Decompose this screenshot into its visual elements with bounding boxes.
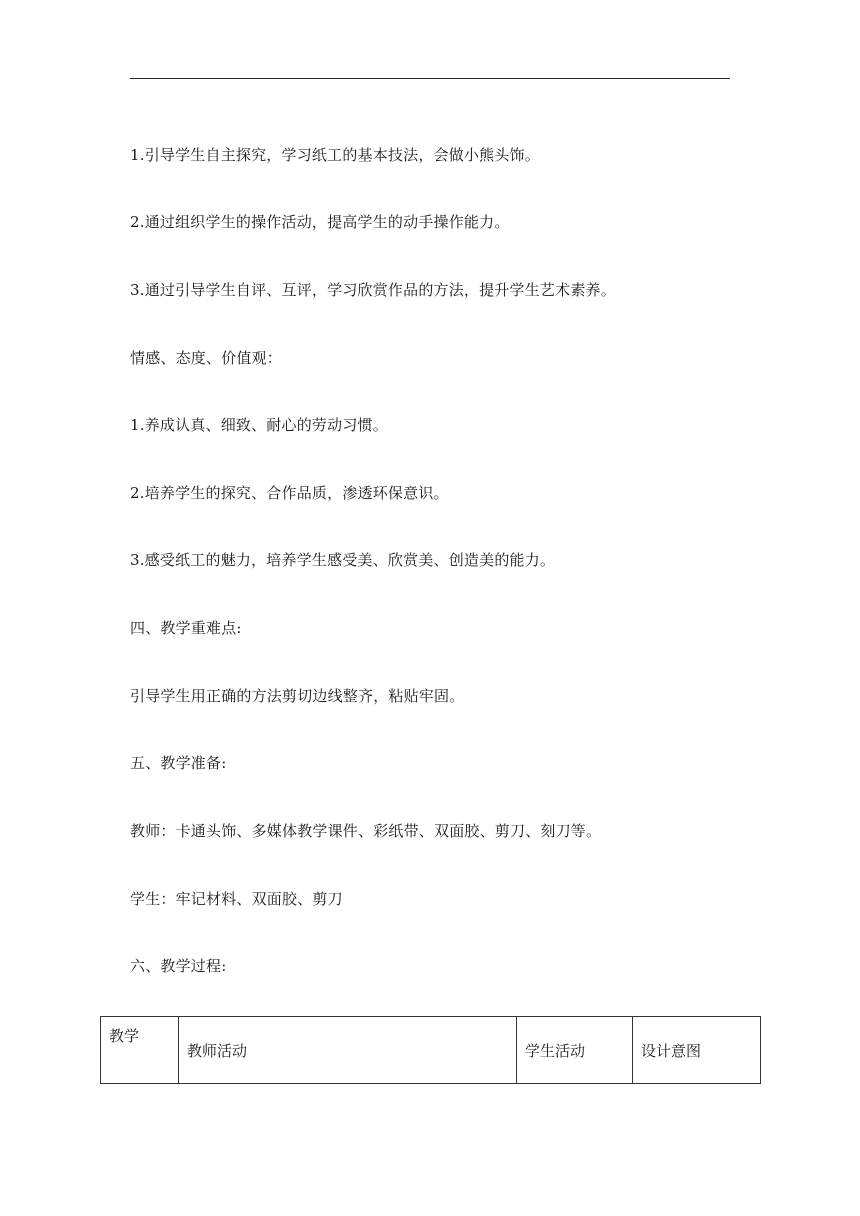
section-heading-emotion: 情感、态度、价值观： <box>130 349 283 367</box>
header-teacher-activity: 教师活动 <box>179 1017 517 1084</box>
preparation-student: 学生：牢记材料、双面胶、剪刀 <box>130 890 343 908</box>
objective-emotion-1: 1.养成认真、细致、耐心的劳动习惯。 <box>130 416 388 434</box>
section-heading-key-points: 四、教学重难点: <box>130 619 242 637</box>
key-points-text: 引导学生用正确的方法剪切边线整齐，粘贴牢固。 <box>130 687 465 705</box>
teaching-process-table <box>100 1016 761 1084</box>
header-stage: 教学 <box>101 1017 179 1084</box>
table-header-row <box>101 1017 761 1084</box>
objective-emotion-2: 2.培养学生的探究、合作品质，渗透环保意识。 <box>130 484 449 502</box>
preparation-teacher: 教师：卡通头饰、多媒体教学课件、彩纸带、双面胶、剪刀、刻刀等。 <box>130 822 602 840</box>
objective-skill-1: 1.引导学生自主探究，学习纸工的基本技法，会做小熊头饰。 <box>130 146 540 164</box>
header-design-intent: 设计意图 <box>633 1017 761 1084</box>
header-rule <box>130 78 730 79</box>
objective-skill-3: 3.通过引导学生自评、互评，学习欣赏作品的方法，提升学生艺术素养。 <box>130 281 616 299</box>
objective-emotion-3: 3.感受纸工的魅力，培养学生感受美、欣赏美、创造美的能力。 <box>130 551 556 569</box>
section-heading-preparation: 五、教学准备: <box>130 754 227 772</box>
header-student-activity: 学生活动 <box>517 1017 633 1084</box>
objective-skill-2: 2.通过组织学生的操作活动，提高学生的动手操作能力。 <box>130 213 510 231</box>
section-heading-process: 六、教学过程: <box>130 957 227 975</box>
